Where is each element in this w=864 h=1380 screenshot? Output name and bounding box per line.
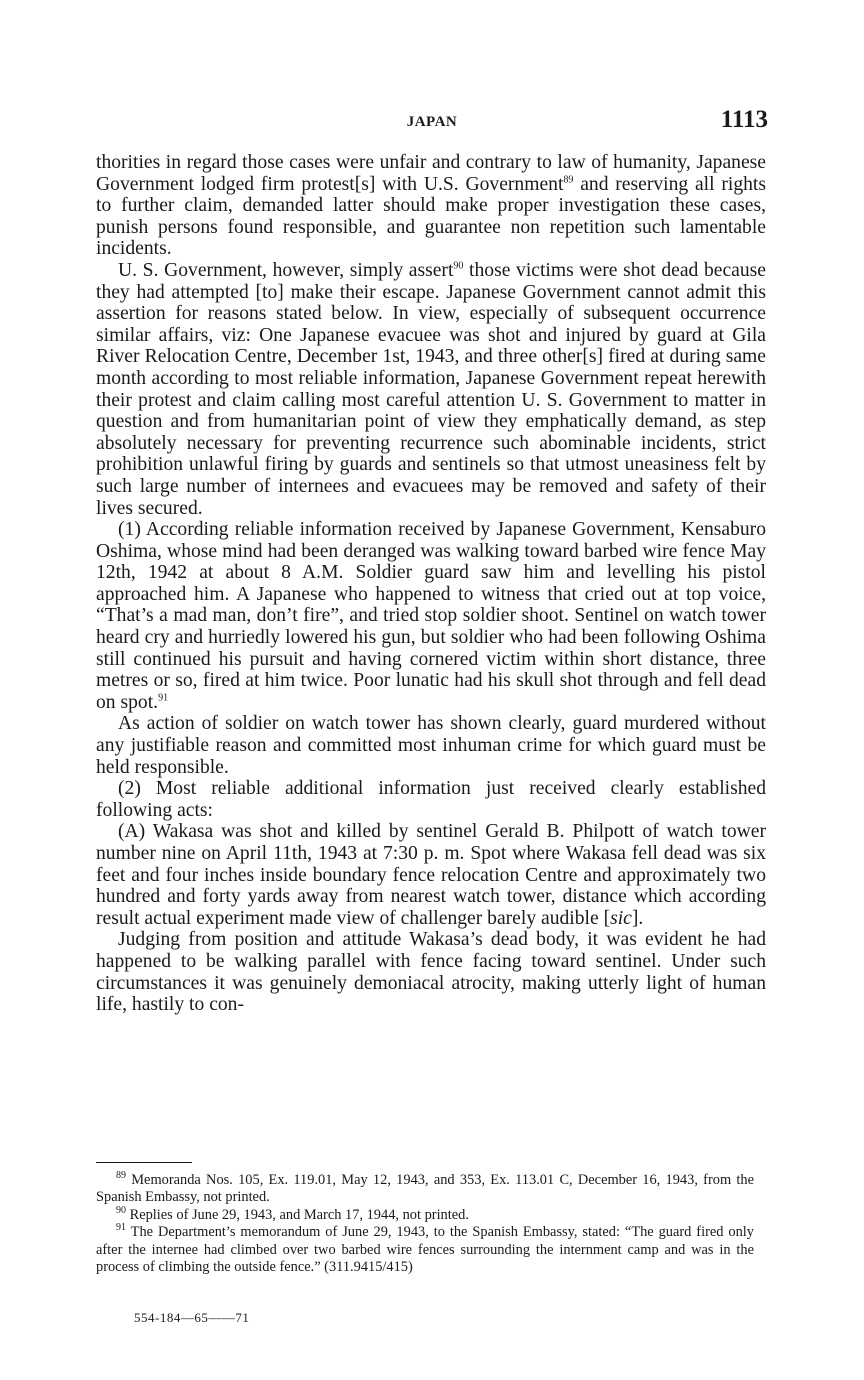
footnote-number: 89 (116, 1170, 126, 1182)
paragraph-2: U. S. Government, however, simply assert$^{90}$ those victims were shot dead because they had attempted [to] make their escape. Japanese Government cannot admit this assertion for reasons stated below. In view, especially of subsequent occurrence similar affairs, viz: One Japanese evacuee was shot and injured by guard at Gila River Relocation Centre, December 1st, 1943, and three other[s] fired at during same month according to most reliable information, Japanese Government repeat herewith their protest and claim calling most careful attention U. S. Government to matter in question and from humanitarian point of view they emphatically demand, as step absolutely necessary for preventing recurrence such abominable incidents, strict prohibition unlawful firing by guards and sentinels so that utmost uneasiness felt by such large number of internees and evacuees may be removed and safety of their lives secured. (96, 259, 766, 519)
paragraph-4: As action of soldier on watch tower has shown clearly, guard murdered without any justifiable reason and committed most inhuman crime for which guard must be held responsible. (96, 713, 766, 778)
footnote-ref-91[interactable]: 91 (158, 692, 169, 704)
paragraph-1: thorities in regard those cases were unfair and contrary to law of humanity, Japanese Government lodged firm protest[s] with U.S. Government$^{89}$ and reserving all rights to further claim, demanded latter should make proper investigation these cases, punish persons found responsible, and guarantee non repetition such lamentable incidents. (96, 152, 766, 260)
body-text (96, 152, 766, 1016)
paragraph-5: (2) Most reliable additional information just received clearly established following acts: (96, 778, 766, 821)
footnote-text: Memoranda Nos. 105, Ex. 119.01, May 12, 1943, and 353, Ex. 113.01 C, December 16, 1943, from the Spanish Embassy, not printed. (96, 1172, 754, 1206)
footnotes (96, 1172, 754, 1276)
footnote-91 (96, 1224, 754, 1276)
paragraph-3: (1) According reliable information received by Japanese Government, Kensaburo Oshima, whose mind had been deranged was walking toward barbed wire fence May 12th, 1942 at about 8 A.M. Soldier guard saw him and levelling his pistol approached him. A Japanese who happened to witness that cried out at top voice, “That’s a mad man, don’t fire”, and tried stop soldier shoot. Sentinel on watch tower heard cry and hurriedly lowered his gun, but soldier who had been following Oshima still continued his pursuit and having cornered victim within short distance, three metres or so, fired at him twice. Poor lunatic had his skull shot through and fell dead on spot.$^{91}$ (96, 519, 766, 713)
page-header (96, 106, 768, 136)
footnote-text: Replies of June 29, 1943, and March 17, 1944, not printed. (129, 1206, 469, 1223)
footnote-rule (96, 1162, 192, 1163)
footnote-number: 91 (116, 1222, 126, 1234)
footnote-number: 90 (116, 1205, 126, 1217)
printer-imprint: 554-184—65——71 (134, 1310, 250, 1325)
page-number: 1113 (720, 106, 768, 133)
footnote-90 (96, 1207, 754, 1224)
running-head: JAPAN (406, 114, 458, 130)
paragraph-7: Judging from position and attitude Wakasa’s dead body, it was evident he had happened to be walking parallel with fence facing toward sentinel. Under such circumstances it was genuinely demoniacal atrocity, making utterly light of human life, hastily to con- (96, 929, 766, 1016)
sic-note: sic (610, 907, 632, 929)
paragraph-6: (A) Wakasa was shot and killed by sentinel Gerald B. Philpott of watch tower number nine on April 11th, 1943 at 7:30 p. m. Spot where Wakasa fell dead was six feet and four inches inside boundary fence relocation Centre and approximately two hundred and forty yards away from nearest watch tower, distance which according result actual experiment made view of challenger barely audible [sic]. (96, 821, 766, 929)
footnote-89 (96, 1172, 754, 1207)
footnote-text: The Department’s memorandum of June 29, 1943, to the Spanish Embassy, stated: “The guard fired only after the internee had climbed over two barbed wire fences surrounding the internment camp and was in the process of climbing the outside fence.” (311.9415/415) (96, 1224, 754, 1276)
footnote-ref-89[interactable]: 89 (563, 174, 574, 186)
footnote-ref-90[interactable]: 90 (453, 260, 464, 272)
